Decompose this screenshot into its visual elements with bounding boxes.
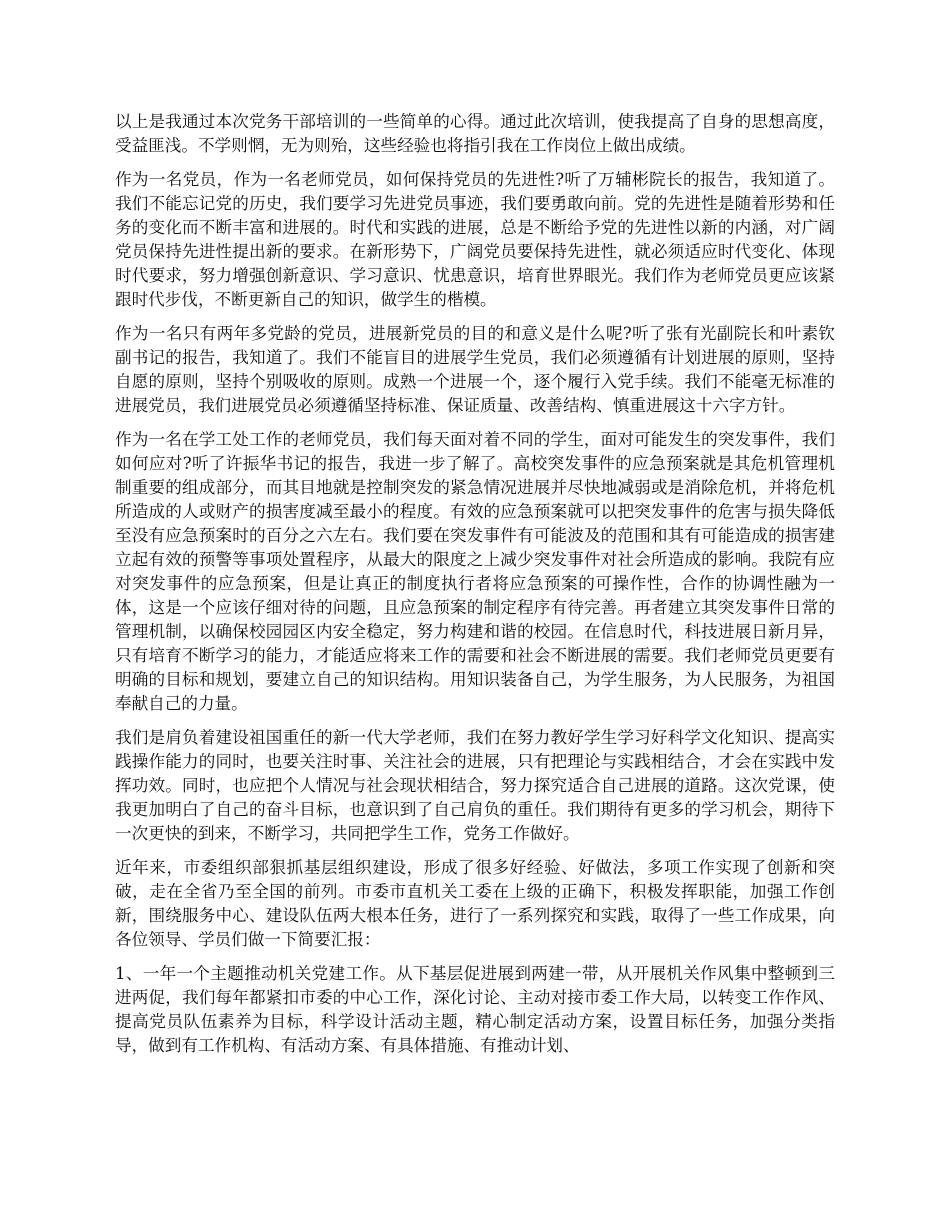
paragraph-6: 近年来，市委组织部狠抓基层组织建设，形成了很多好经验、好做法，多项工作实现了创新和突破，走在全省乃至全国的前列。市委市直机关工委在上级的正确下，积极发挥职能，加强工作创新，围绕服务中心、建设队伍两大根本任务，进行了一系列探究和实践，取得了一些工作成果，向各位领导、学员们做一下简要汇报： <box>115 858 835 949</box>
paragraph-5: 我们是肩负着建设祖国重任的新一代大学老师，我们在努力教好学生学习好科学文化知识、提高实践操作能力的同时，也要关注时事、关注社会的进展，只有把理论与实践相结合，才会在实践中发挥功效。同时，也应把个人情况与社会现状相结合，努力探究适合自己进展的道路。这次党课，使我更加明白了自己的奋斗目标，也意识到了自己肩负的重任。我们期待有更多的学习机会，期待下一次更快的到来，不断学习，共同把学生工作，党务工作做好。 <box>115 728 835 843</box>
paragraph-2: 作为一名党员，作为一名老师党员，如何保持党员的先进性?听了万辅彬院长的报告，我知道了。我们不能忘记党的历史，我们要学习先进党员事迹，我们要勇敢向前。党的先进性是随着形势和任务的变化而不断丰富和进展的。时代和实践的进展，总是不断给予党的先进性以新的内涵，对广阔党员保持先进性提出新的要求。在新形势下，广阔党员要保持先进性，就必须适应时代变化、体现时代要求，努力增强创新意识、学习意识、忧患意识，培育世界眼光。我们作为老师党员更应该紧跟时代步伐，不断更新自己的知识，做学生的楷模。 <box>115 170 835 309</box>
paragraph-3: 作为一名只有两年多党龄的党员，进展新党员的目的和意义是什么呢?听了张有光副院长和叶素钦副书记的报告，我知道了。我们不能盲目的进展学生党员，我们必须遵循有计划进展的原则，坚持自愿的原则，坚持个别吸收的原则。成熟一个进展一个，逐个履行入党手续。我们不能毫无标准的进展党员，我们进展党员必须遵循坚持标准、保证质量、改善结构、慎重进展这十六字方针。 <box>115 324 835 415</box>
paragraph-1: 以上是我通过本次党务干部培训的一些简单的心得。通过此次培训，使我提高了自身的思想高度，受益匪浅。不学则惘，无为则殆，这些经验也将指引我在工作岗位上做出成绩。 <box>115 112 835 155</box>
paragraph-7: 1、一年一个主题推动机关党建工作。从下基层促进展到两建一带，从开展机关作风集中整顿到三进两促，我们每年都紧扣市委的中心工作，深化讨论、主动对接市委工作大局，以转变工作作风、提高党员队伍素养为目标，科学设计活动主题，精心制定活动方案，设置目标任务，加强分类指导，做到有工作机构、有活动方案、有具体措施、有推动计划、 <box>115 964 835 1055</box>
document-body <box>115 110 835 1068</box>
paragraph-4: 作为一名在学工处工作的老师党员，我们每天面对着不同的学生，面对可能发生的突发事件，我们如何应对?听了许振华书记的报告，我进一步了解了。高校突发事件的应急预案就是其危机管理机制重要的组成部分，而其目地就是控制突发的紧急情况进展并尽快地减弱或是消除危机，并将危机所造成的人或财产的损害度减至最小的程度。有效的应急预案就可以把突发事件的危害与损失降低至没有应急预案时的百分之六左右。我们要在突发事件有可能波及的范围和其有可能造成的损害建立起有效的预警等事项处置程序，从最大的限度之上减少突发事件对社会所造成的影响。我院有应对突发事件的应急预案，但是让真正的制度执行者将应急预案的可操作性，合作的协调性融为一体，这是一个应该仔细对待的问题，且应急预案的制定程序有待完善。再者建立其突发事件日常的管理机制，以确保校园园区内安全稳定，努力构建和谐的校园。在信息时代，科技进展日新月异，只有培育不断学习的能力，才能适应将来工作的需要和社会不断进展的需要。我们老师党员更要有明确的目标和规划，要建立自己的知识结构。用知识装备自己，为学生服务，为人民服务，为祖国奉献自己的力量。 <box>115 430 835 713</box>
